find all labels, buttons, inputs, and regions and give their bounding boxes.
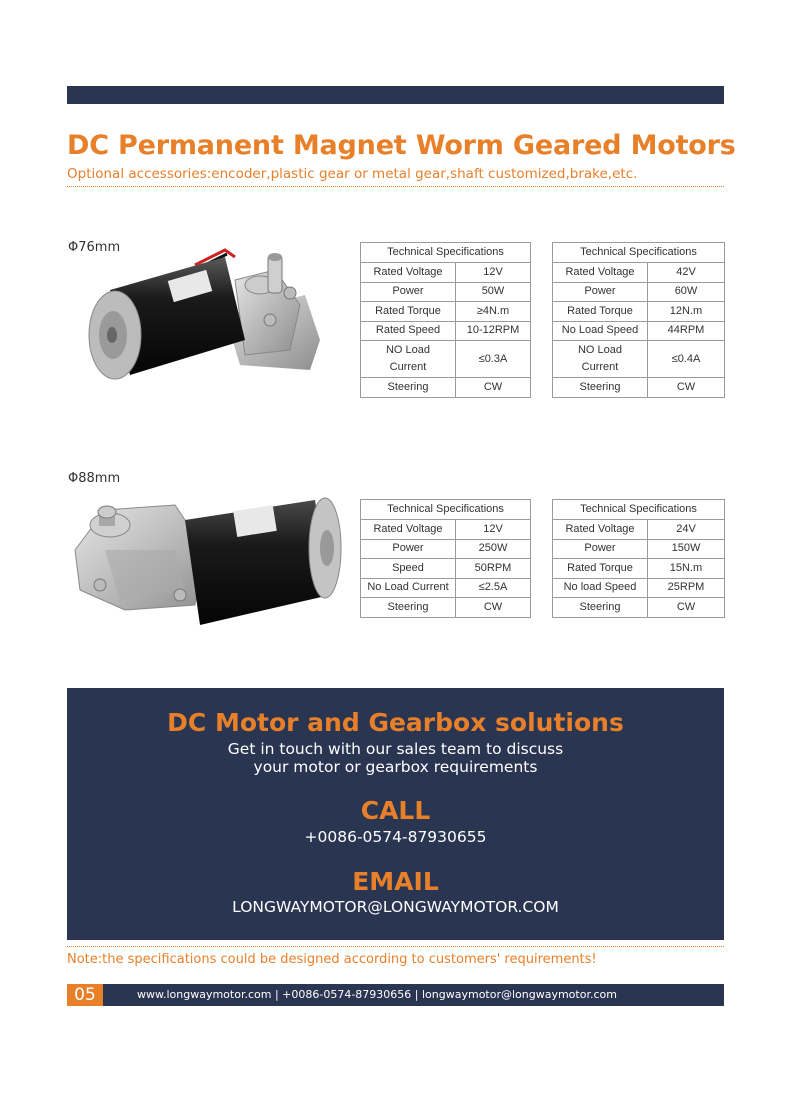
page-subtitle: Optional accessories:encoder,plastic gear or metal gear,shaft customized,brake,etc. bbox=[67, 166, 638, 182]
spec-value: 50RPM bbox=[456, 559, 531, 579]
spec-label: Rated Speed bbox=[361, 321, 456, 341]
spec-label: Rated Torque bbox=[553, 559, 648, 579]
spec-value: 12V bbox=[456, 263, 531, 283]
motor-76mm-image bbox=[75, 245, 345, 405]
spec-label: Power bbox=[361, 282, 456, 302]
spec-label: Steering bbox=[553, 598, 648, 618]
table-row bbox=[553, 378, 725, 398]
spec-value: 44RPM bbox=[648, 321, 725, 341]
divider bbox=[67, 186, 724, 187]
table-row bbox=[553, 263, 725, 283]
table-row bbox=[361, 302, 531, 322]
table-row bbox=[361, 598, 531, 618]
spec-label: No Load Speed bbox=[553, 321, 648, 341]
spec-label: Power bbox=[361, 539, 456, 559]
table-row bbox=[361, 559, 531, 579]
table-row bbox=[361, 282, 531, 302]
table-row bbox=[361, 378, 531, 398]
spec-value: 24V bbox=[648, 520, 725, 540]
spec-value: ≤2.5A bbox=[456, 578, 531, 598]
spec-value: CW bbox=[648, 378, 725, 398]
spec-value: ≥4N.m bbox=[456, 302, 531, 322]
spec-table-88mm-b bbox=[552, 499, 725, 618]
spec-value: CW bbox=[456, 598, 531, 618]
table-row bbox=[553, 282, 725, 302]
table-row bbox=[553, 559, 725, 579]
spec-table-76mm-b bbox=[552, 242, 725, 398]
cta-heading: DC Motor and Gearbox solutions bbox=[167, 708, 624, 737]
spec-value: ≤0.4A bbox=[648, 341, 725, 378]
spec-label: Steering bbox=[553, 378, 648, 398]
spec-value: 15N.m bbox=[648, 559, 725, 579]
table-row bbox=[553, 578, 725, 598]
table-heading: Technical Specifications bbox=[553, 500, 725, 520]
table-row bbox=[553, 341, 725, 378]
spec-label: No Load Current bbox=[361, 578, 456, 598]
table-row bbox=[361, 539, 531, 559]
email-address[interactable]: LONGWAYMOTOR@LONGWAYMOTOR.COM bbox=[232, 898, 559, 916]
cta-text bbox=[67, 740, 724, 776]
spec-table-88mm-a bbox=[360, 499, 531, 618]
table-row bbox=[553, 598, 725, 618]
spec-label: Rated Voltage bbox=[361, 520, 456, 540]
contact-banner bbox=[67, 688, 724, 940]
spec-label: No load Speed bbox=[553, 578, 648, 598]
spec-value: 12V bbox=[456, 520, 531, 540]
table-row bbox=[361, 341, 531, 378]
spec-label: Steering bbox=[361, 378, 456, 398]
spec-value: 12N.m bbox=[648, 302, 725, 322]
size-label-88mm: Φ88mm bbox=[68, 471, 121, 486]
table-row bbox=[553, 539, 725, 559]
table-row bbox=[553, 302, 725, 322]
page-number: 05 bbox=[67, 984, 103, 1006]
table-heading: Technical Specifications bbox=[553, 243, 725, 263]
spec-label: Rated Torque bbox=[553, 302, 648, 322]
table-row bbox=[361, 578, 531, 598]
spec-label: Rated Voltage bbox=[553, 263, 648, 283]
spec-label: Power bbox=[553, 539, 648, 559]
table-heading: Technical Specifications bbox=[361, 500, 531, 520]
spec-value: 25RPM bbox=[648, 578, 725, 598]
footer-bar bbox=[67, 984, 724, 1006]
motor-88mm-image bbox=[65, 490, 345, 640]
footer-contact[interactable]: www.longwaymotor.com | +0086-0574-87930656 | longwaymotor@longwaymotor.com bbox=[137, 988, 617, 1001]
spec-value: 250W bbox=[456, 539, 531, 559]
table-heading: Technical Specifications bbox=[361, 243, 531, 263]
spec-label: Speed bbox=[361, 559, 456, 579]
spec-table-76mm-a bbox=[360, 242, 531, 398]
spec-value: 50W bbox=[456, 282, 531, 302]
spec-label: NO Load Current bbox=[361, 341, 456, 378]
spec-value: ≤0.3A bbox=[456, 341, 531, 378]
spec-value: 60W bbox=[648, 282, 725, 302]
top-bar bbox=[67, 86, 724, 104]
cta-line-1: Get in touch with our sales team to discuss bbox=[227, 740, 564, 758]
size-label-76mm: Φ76mm bbox=[68, 240, 121, 255]
spec-value: 150W bbox=[648, 539, 725, 559]
page-title: DC Permanent Magnet Worm Geared Motors bbox=[67, 130, 736, 161]
spec-value: CW bbox=[456, 378, 531, 398]
spec-label: Rated Voltage bbox=[361, 263, 456, 283]
spec-label: Power bbox=[553, 282, 648, 302]
divider bbox=[67, 946, 724, 947]
phone-number[interactable]: +0086-0574-87930655 bbox=[304, 828, 487, 846]
spec-value: 42V bbox=[648, 263, 725, 283]
table-row bbox=[361, 321, 531, 341]
table-row bbox=[553, 520, 725, 540]
spec-value: CW bbox=[648, 598, 725, 618]
spec-label: NO Load Current bbox=[553, 341, 648, 378]
cta-line-2: your motor or gearbox requirements bbox=[253, 758, 538, 776]
spec-value: 10-12RPM bbox=[456, 321, 531, 341]
call-heading: CALL bbox=[360, 796, 431, 825]
footnote: Note:the specifications could be designed according to customers' requirements! bbox=[67, 952, 597, 967]
spec-label: Steering bbox=[361, 598, 456, 618]
spec-label: Rated Voltage bbox=[553, 520, 648, 540]
spec-label: Rated Torque bbox=[361, 302, 456, 322]
email-heading: EMAIL bbox=[352, 867, 439, 896]
table-row bbox=[553, 321, 725, 341]
table-row bbox=[361, 263, 531, 283]
table-row bbox=[361, 520, 531, 540]
